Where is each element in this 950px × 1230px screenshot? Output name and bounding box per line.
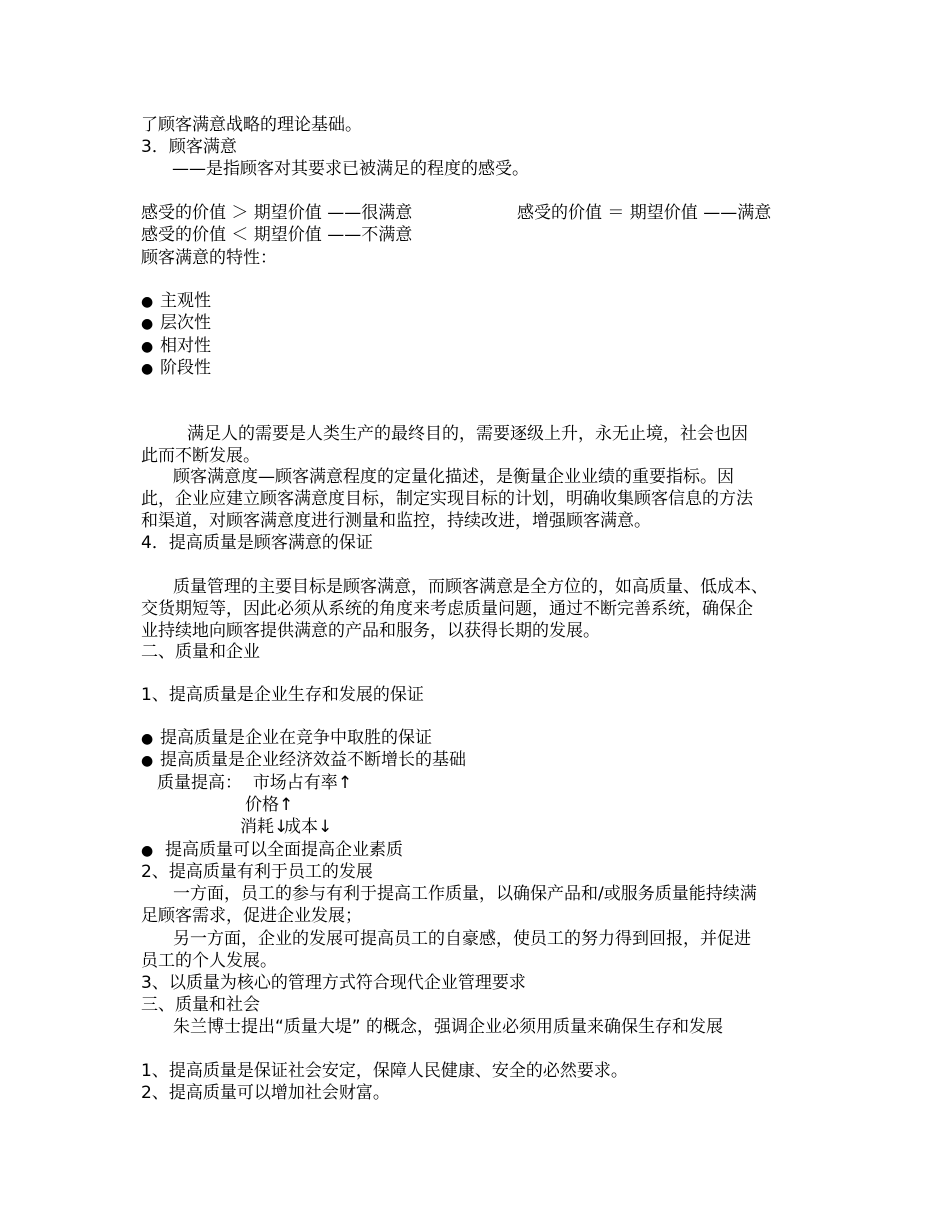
up-arrow-icon: ↑ [279,795,294,815]
paragraph-line: 满足人的需要是人类生产的最终目的，需要逐级上升，永无止境，社会也因 [187,424,748,444]
paragraph-line: 足顾客需求，促进企业发展； [141,906,362,926]
paragraph-line: 顾客满意度—顾客满意程度的定量化描述，是衡量企业业绩的重要指标。因 [173,467,734,487]
subsection-heading: 2、提高质量可以增加社会财富。 [141,1083,390,1103]
value-compare-very-satisfied: 感受的价值 ＞ 期望价值 ——很满意 [141,203,413,223]
paragraph-line: 业持续地向顾客提供满意的产品和服务，以获得长期的发展。 [141,621,600,641]
list-item: ●层次性 [141,312,211,334]
bullet-icon [141,290,160,313]
subsection-heading: 3、以质量为核心的管理方式符合现代企业管理要求 [141,973,526,993]
subsection-heading: 1、提高质量是保证社会安定，保障人民健康、安全的必然要求。 [141,1061,628,1081]
paragraph-line: 一方面，员工的参与有利于提高工作质量，以确保产品和/或服务质量能持续满 [173,884,757,904]
subsection-heading: 2、提高质量有利于员工的发展 [141,862,373,882]
list-item: ●提高质量可以全面提高企业素质 [141,839,403,861]
paragraph-line: 另一方面，企业的发展可提高员工的自豪感，使员工的努力得到回报，并促进 [173,929,751,949]
text-line: 了顾客满意战略的理论基础。 [141,115,362,135]
paragraph-line: 此而不断发展。 [141,446,260,466]
chapter-heading: 三、质量和社会 [141,995,260,1015]
quality-effect-line: 价格↑ [245,795,294,815]
list-item: ●阶段性 [141,357,211,379]
down-arrow-icon: ↓ [318,817,333,837]
list-item: ●主观性 [141,290,211,312]
paragraph-line: 员工的个人发展。 [141,951,277,971]
value-compare-unsatisfied: 感受的价值 ＜ 期望价值 ——不满意 [141,225,413,245]
up-arrow-icon: ↑ [337,773,353,793]
traits-heading: 顾客满意的特性： [141,248,277,268]
bullet-icon [141,335,160,358]
list-item: ●提高质量是企业在竞争中取胜的保证 [141,727,432,749]
list-item: ●提高质量是企业经济效益不断增长的基础 [141,749,466,771]
section-heading: 4．提高质量是顾客满意的保证 [141,533,373,553]
bullet-icon [141,749,160,772]
paragraph-line: 质量管理的主要目标是顾客满意，而顾客满意是全方位的，如高质量、低成本、 [173,577,768,597]
value-compare-satisfied: 感受的价值 ＝ 期望价值 ——满意 [517,203,772,223]
subsection-heading: 1、提高质量是企业生存和发展的保证 [141,685,424,705]
quality-effect-line: 消耗↓成本↓ [240,817,333,837]
definition-line: ——是指顾客对其要求已被满足的程度的感受。 [172,159,529,179]
list-item: ●相对性 [141,335,211,357]
paragraph-line: 和渠道，对顾客满意度进行测量和监控，持续改进，增强顾客满意。 [141,511,651,531]
paragraph-line: 朱兰博士提出“质量大堤” 的概念，强调企业必须用质量来确保生存和发展 [173,1017,724,1037]
chapter-heading: 二、质量和企业 [141,642,260,662]
bullet-icon [141,839,165,862]
quality-effect-line: 质量提高： 市场占有率↑ [157,773,353,793]
down-arrow-icon: ↓ [274,817,289,837]
bullet-icon [141,357,160,380]
heading-customer-satisfaction: 3．顾客满意 [141,137,237,157]
paragraph-line: 此，企业应建立顾客满意度目标，制定实现目标的计划，明确收集顾客信息的方法 [141,489,753,509]
bullet-icon [141,312,160,335]
bullet-icon [141,727,160,750]
paragraph-line: 交货期短等，因此必须从系统的角度来考虑质量问题，通过不断完善系统，确保企 [141,599,753,619]
